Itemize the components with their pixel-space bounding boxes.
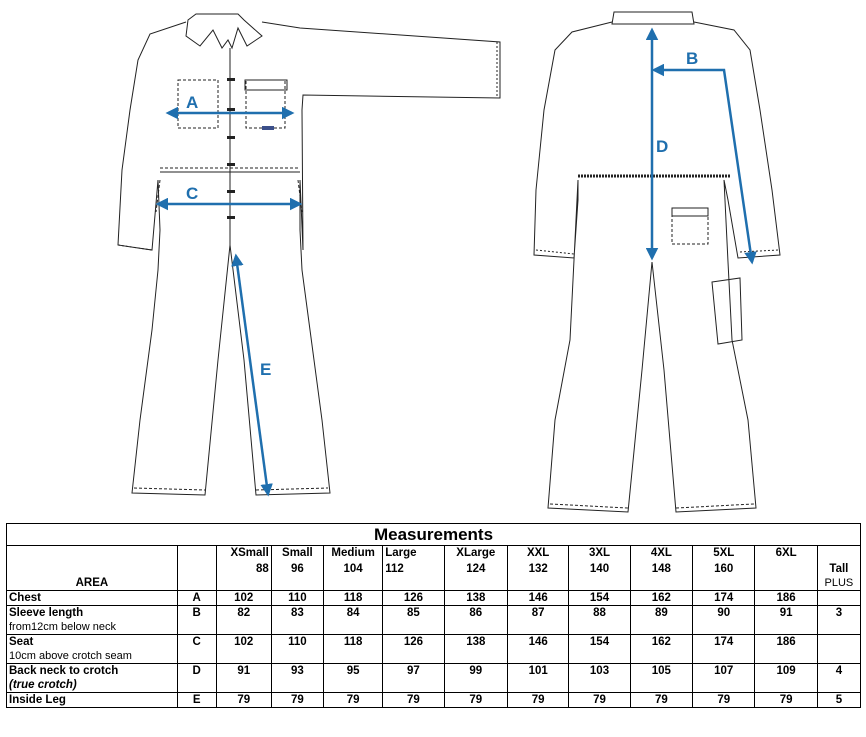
size-header-row [7,546,861,591]
value-cell: 118 [323,635,382,664]
size-name: 4XL [650,547,672,559]
code-header-cell [177,546,216,591]
label-b: B [686,49,699,68]
size-chest-value: 132 [528,563,548,575]
value-cell: 102 [216,591,271,606]
code-cell: E [177,693,216,708]
size-chest-value: 112 [385,563,404,575]
size-chest-value: 124 [466,563,486,575]
size-header-cell [271,546,323,591]
value-cell: 118 [323,591,382,606]
value-cell: 91 [216,664,271,693]
size-header-cell [693,546,755,591]
tall-cell: 3 [817,606,860,635]
size-header-cell [755,546,817,591]
area-note: (true crotch) [9,679,77,691]
value-cell: 162 [630,635,692,664]
value-cell: 93 [271,664,323,693]
size-chest-value: 104 [343,563,363,575]
value-cell: 99 [444,664,507,693]
area-cell [7,664,178,693]
value-cell: 95 [323,664,382,693]
front-buttons [227,78,235,219]
table-row [7,664,861,693]
value-cell: 79 [507,693,568,708]
size-header-cell [216,546,271,591]
area-note: from12cm below neck [9,621,116,633]
area-note: 10cm above crotch seam [9,650,132,662]
size-name: Small [282,547,313,559]
area-cell [7,606,178,635]
table-title: Measurements [7,524,861,546]
value-cell: 146 [507,635,568,664]
value-cell: 174 [693,635,755,664]
size-name: XLarge [456,547,496,559]
size-header-cell [383,546,444,591]
area-cell [7,635,178,664]
value-cell: 126 [383,591,444,606]
size-header-cell [507,546,568,591]
plus-label: PLUS [824,577,854,589]
value-cell: 79 [569,693,630,708]
size-header-cell [323,546,382,591]
table-row [7,693,861,708]
tall-label: Tall [829,563,849,575]
table-row [7,591,861,606]
label-c: C [186,184,199,203]
tall-cell: 5 [817,693,860,708]
value-cell: 97 [383,664,444,693]
size-header-cell [569,546,630,591]
code-cell: C [177,635,216,664]
value-cell: 79 [755,693,817,708]
size-header-cell [444,546,507,591]
area-cell [7,591,178,606]
tall-cell [817,591,860,606]
spacer [820,546,858,560]
value-cell: 88 [569,606,630,635]
value-cell: 146 [507,591,568,606]
value-cell: 87 [507,606,568,635]
tall-cell: 4 [817,664,860,693]
size-chest-value: 88 [256,563,269,575]
front-view [118,14,500,495]
area-cell [7,693,178,708]
value-cell: 83 [271,606,323,635]
size-chest-value: 140 [589,563,610,575]
value-cell: 186 [755,591,817,606]
code-cell: B [177,606,216,635]
size-chest-value: 160 [714,563,734,575]
label-a: A [186,93,199,112]
size-name: Large [385,547,417,559]
area-header: AREA [75,577,109,589]
size-name: XSmall [230,547,269,559]
value-cell: 79 [383,693,444,708]
value-cell: 103 [569,664,630,693]
value-cell: 89 [630,606,692,635]
label-d: D [656,137,669,156]
value-cell: 79 [444,693,507,708]
area-name: Seat [9,636,34,648]
label-e: E [260,360,272,379]
value-cell: 105 [630,664,692,693]
value-cell: 162 [630,591,692,606]
value-cell: 110 [271,635,323,664]
value-cell: 101 [507,664,568,693]
area-name: Chest [9,592,41,604]
arrow-b [654,70,752,262]
area-name: Inside Leg [9,694,66,706]
value-cell: 79 [693,693,755,708]
value-cell: 102 [216,635,271,664]
measure-arrows [158,30,752,494]
size-name: 3XL [588,547,611,559]
value-cell: 79 [323,693,382,708]
value-cell: 86 [444,606,507,635]
value-cell: 138 [444,591,507,606]
size-chest-value: 96 [290,563,304,575]
tall-header-cell [817,546,860,591]
value-cell: 82 [216,606,271,635]
value-cell: 79 [216,693,271,708]
value-cell: 79 [271,693,323,708]
value-cell: 174 [693,591,755,606]
table-row [7,635,861,664]
value-cell: 90 [693,606,755,635]
size-name: XXL [526,547,550,559]
value-cell: 85 [383,606,444,635]
value-cell: 186 [755,635,817,664]
tall-cell [817,635,860,664]
value-cell: 84 [323,606,382,635]
value-cell: 154 [569,591,630,606]
size-name: 6XL [775,547,797,559]
area-name: Back neck to crotch [9,665,119,677]
size-name: 5XL [713,547,735,559]
chest-badge [262,126,274,130]
area-header-cell [7,546,178,591]
back-view [534,12,780,512]
value-cell: 107 [693,664,755,693]
table-row [7,606,861,635]
size-header-cell [630,546,692,591]
value-cell: 126 [383,635,444,664]
size-name: Medium [331,547,375,559]
value-cell: 109 [755,664,817,693]
code-cell: A [177,591,216,606]
value-cell: 154 [569,635,630,664]
value-cell: 110 [271,591,323,606]
value-cell: 79 [630,693,692,708]
value-cell: 138 [444,635,507,664]
measurements-table [6,523,861,708]
code-cell: D [177,664,216,693]
size-chest-value: 148 [651,563,671,575]
area-name: Sleeve length [9,607,84,619]
value-cell: 91 [755,606,817,635]
